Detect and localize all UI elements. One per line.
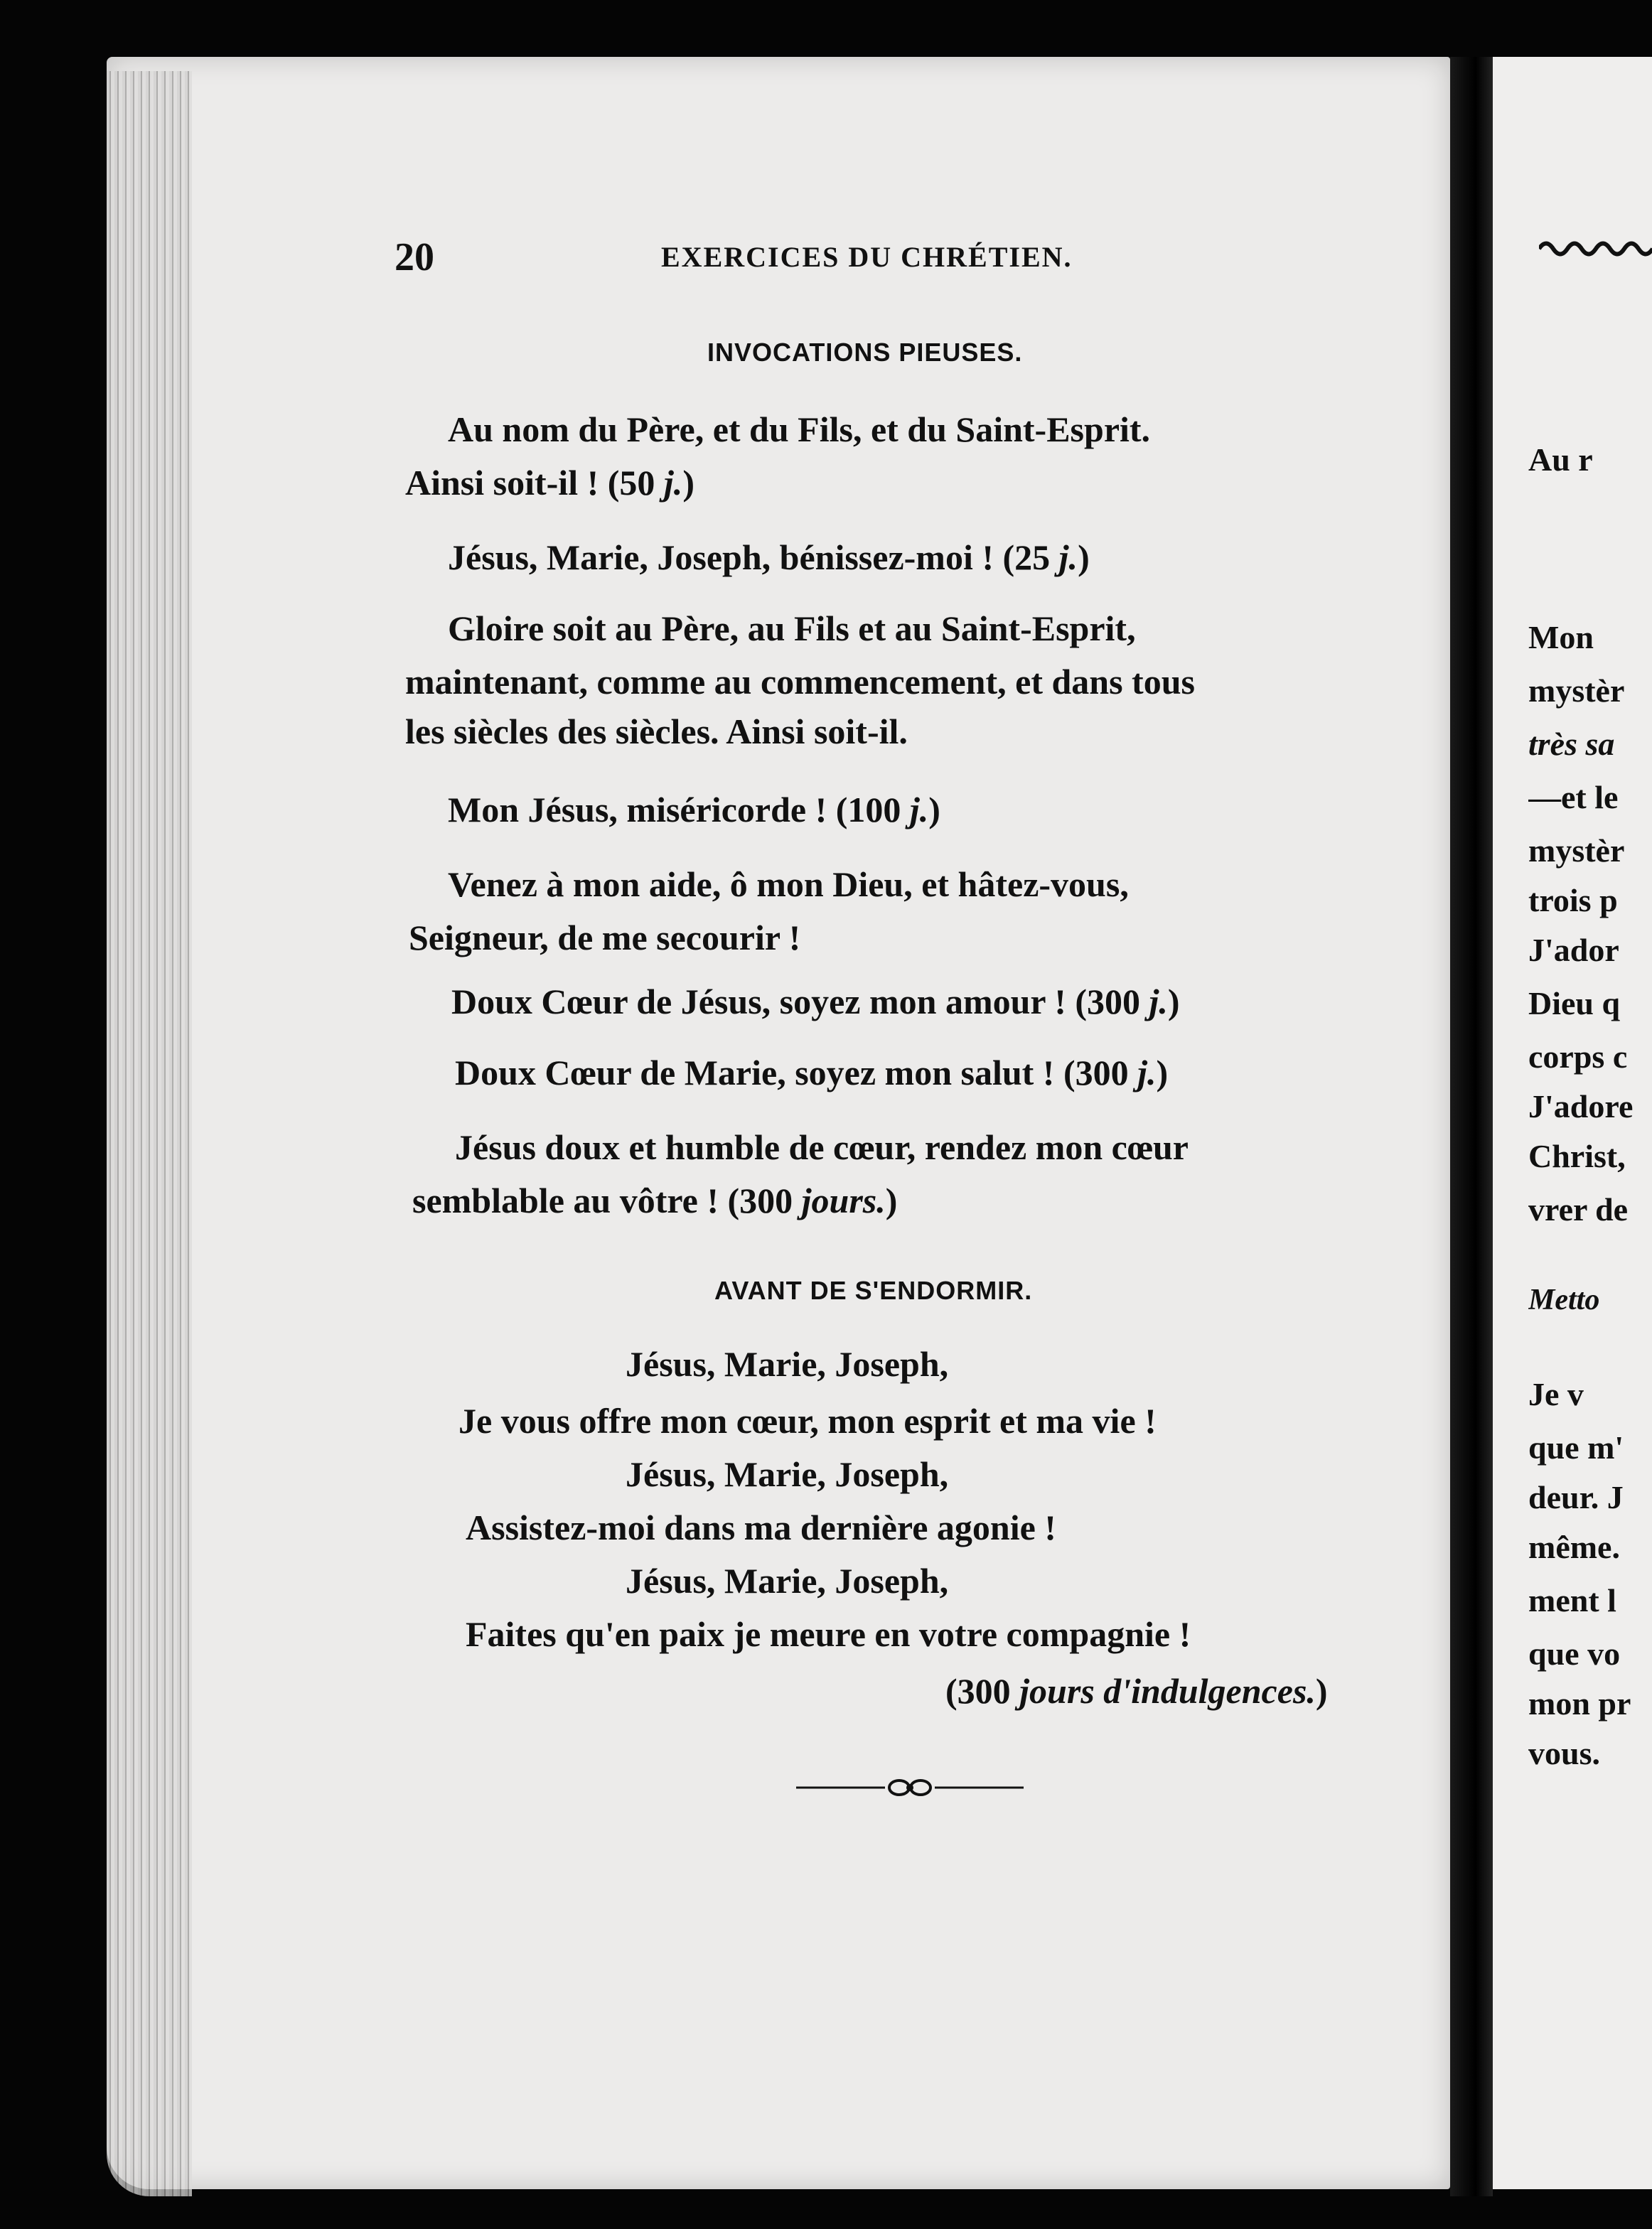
- ornament-divider: [796, 1773, 1024, 1802]
- right-text-line: mystèr: [1528, 832, 1625, 869]
- text-line: Gloire soit au Père, au Fils et au Saint-Esprit,: [448, 608, 1136, 648]
- verse-line: Jésus, Marie, Joseph,: [626, 1561, 949, 1601]
- right-text-line: Je v: [1528, 1376, 1584, 1412]
- right-text-line: deur. J: [1528, 1479, 1624, 1515]
- right-text-line: J'adore: [1528, 1088, 1634, 1124]
- right-text-line: Mon: [1528, 619, 1594, 655]
- text-line: semblable au vôtre ! (300 jours.): [412, 1181, 898, 1220]
- right-text-line: trois p: [1528, 882, 1618, 918]
- text-line: Jésus, Marie, Joseph, bénissez-moi ! (25 j.): [448, 537, 1090, 577]
- verse-line: Jésus, Marie, Joseph,: [626, 1344, 949, 1384]
- right-page-ornament: [1539, 235, 1652, 263]
- text-line: Jésus doux et humble de cœur, rendez mon cœur: [455, 1127, 1189, 1167]
- text-line: Mon Jésus, miséricorde ! (100 j.): [448, 790, 940, 829]
- verse-line: Assistez-moi dans ma dernière agonie !: [466, 1508, 1056, 1547]
- text-line: Doux Cœur de Marie, soyez mon salut ! (300 j.): [455, 1053, 1169, 1092]
- text-line: Ainsi soit-il ! (50 j.): [405, 463, 694, 503]
- left-page: [107, 57, 1450, 2189]
- right-text-line: Christ,: [1528, 1138, 1626, 1174]
- page-number: 20: [395, 235, 434, 279]
- section-title-avant-de-sendormir: AVANT DE S'ENDORMIR.: [714, 1276, 1033, 1305]
- right-text-line: vous.: [1528, 1735, 1600, 1771]
- page-header: [395, 235, 1418, 284]
- right-text-line: que vo: [1528, 1636, 1621, 1672]
- right-text-line: mystèr: [1528, 672, 1625, 709]
- right-text-line: Dieu q: [1528, 985, 1621, 1021]
- text-line: Doux Cœur de Jésus, soyez mon amour ! (300 j.): [451, 982, 1180, 1021]
- text-line: Venez à mon aide, ô mon Dieu, et hâtez-vous,: [448, 864, 1129, 904]
- right-text-line: très sa: [1528, 726, 1615, 762]
- book-gutter: [1450, 57, 1493, 2196]
- right-text-line: Au r: [1528, 441, 1593, 478]
- page-edges: [107, 71, 192, 2196]
- right-text-line: mon pr: [1528, 1685, 1631, 1722]
- right-text-line: même.: [1528, 1529, 1620, 1565]
- verse-line: Faites qu'en paix je meure en votre compagnie !: [466, 1614, 1191, 1654]
- right-text-line: —et le: [1528, 779, 1619, 815]
- right-text-line: J'ador: [1528, 932, 1619, 968]
- right-text-line: vrer de: [1528, 1191, 1629, 1228]
- right-text-line: ment l: [1528, 1582, 1616, 1618]
- right-text-line: corps c: [1528, 1038, 1628, 1075]
- text-line: les siècles des siècles. Ainsi soit-il.: [405, 711, 908, 751]
- running-title: EXERCICES DU CHRÉTIEN.: [661, 241, 1073, 273]
- text-line: maintenant, comme au commencement, et dans tous: [405, 662, 1195, 702]
- right-text-line: Metto: [1528, 1284, 1600, 1316]
- section-title-invocations: INVOCATIONS PIEUSES.: [707, 338, 1023, 367]
- right-text-line: que m': [1528, 1429, 1624, 1466]
- verse-line: Je vous offre mon cœur, mon esprit et ma vie !: [458, 1401, 1157, 1441]
- verse-line: Jésus, Marie, Joseph,: [626, 1454, 949, 1494]
- text-line: Seigneur, de me secourir !: [409, 918, 801, 957]
- text-line: Au nom du Père, et du Fils, et du Saint-Esprit.: [448, 409, 1151, 449]
- indulgence-note: (300 jours d'indulgences.): [945, 1671, 1328, 1711]
